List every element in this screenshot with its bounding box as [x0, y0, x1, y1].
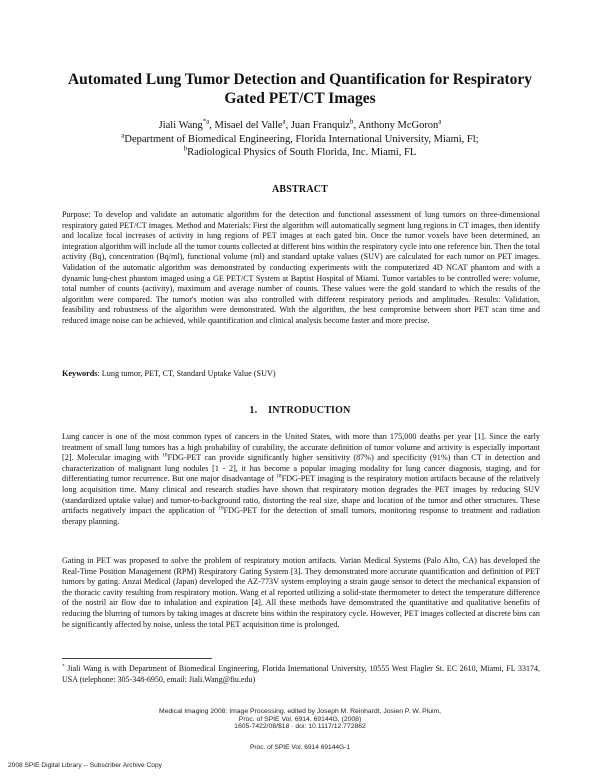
paragraph-text: FDG-PET imaging is the respiratory motion artifacts because of the relatively long acquisition time. Many clinical and research studies have shown that respiratory motion degrades the PET images by reducing SUV (standardized uptake value) and tumor-to-background ratio, distorting the real size, shape and location of the tumor and other structures. These artifacts negatively impact the application of — [62, 474, 540, 516]
paper-title-line1: Automated Lung Tumor Detection and Quantification for Respiratory — [67, 71, 532, 88]
paragraph-text: Lung cancer is one of the most common types of cancers in the United States, with more than 175,000 deaths per year [1]. Since the early treatment of small lung tumors has a high probability of curability, the accurate definition of tumor volume and activity is especially important [2]. Molecular imaging with — [62, 432, 540, 463]
author-list — [0, 120, 600, 132]
paragraph-text: FDG-PET for the detection of small tumors, monitoring response to treatment and radiation therapy planning. — [62, 506, 540, 526]
publication-info — [0, 708, 600, 731]
abstract-body: Purpose: To develop and validate an automatic algorithm for the detection and functional assessment of lung tumors on three-dimensional respiratory gated PET/CT images. Method and Materials: First the algorithm will automatically segment lung regions in CT images, then identify and localize focal increases of activity in lung regions of PET images at each gated bin. Once the tumor voxels have been determined, an integration algorithm will include all the tumor counts collected at different bins within the respiratory cycle into one reference bin. Then the total activity (Bq), concentration (Bq/ml), functional volume (ml) and standard uptake values (SUV) are calculated for each tumor on PET images. Validation of the automatic algorithm was demonstrated by conducting experiments with the computerized 4D NCAT phantom and with a dynamic lung-chest phantom imaged using a GE PET/CT System at Baptist Hospital of Miami. Tumor variables to be controlled were: volume, total number of counts (activity), maximum and average number of counts. These values were the gold standard to which the results of the algorithm were compared. The tumor's motion was also controlled with different respiratory periods and amplitudes. Results: Validation, feasibility and robustness of the algorithm were demonstrated. With the algorithm, the best compromise between short PET scan time and reduced image noise can be achieved, while quantification and clinical analysis become faster and more precise. — [62, 210, 540, 325]
affiliation-text: Radiological Physics of South Florida, Inc. Miami, FL — [187, 147, 417, 158]
footnote-mark: * — [62, 663, 65, 670]
publication-line: Proc. of SPIE Vol. 6914, 69144G, (2008) — [238, 715, 362, 723]
author-affiliation-mark: *a — [202, 118, 210, 126]
isotope-superscript: 18 — [276, 473, 282, 480]
affiliation-mark: b — [183, 145, 188, 153]
page-number: Proc. of SPIE Vol. 6914 69144G-1 — [249, 744, 351, 751]
introduction-paragraph-1 — [62, 432, 540, 527]
author-name: , Juan Franquiz — [285, 120, 351, 131]
introduction-paragraph-2: Gating in PET was proposed to solve the problem of respiratory motion artifacts. Varian Medical Systems (Palo Alto, CA) has developed the Real-Time Position Management (RPM) Respiratory Gating System [3]. They demonstrated more accurate quantification and definition of PET tumors by gating. Anzai Medical (Japan) developed the AZ-773V system employing a strain gauge sensor to detect the mechanical expansion of the thoracic cavity resulting from respiratory motion. Wang et al reported utilizing a solid-state thermometer to detect the temperature difference of the nostril air flow due to inhalation and expiration [4]. All these methods have demonstrated the quantitative and qualitative benefits of reducing the blurring of tumors by taking images at discrete bins within the respiratory cycle. However, PET images collected at discrete bins can be significantly affected by noise, unless the total PET acquisition time is prolonged. — [62, 556, 540, 629]
introduction-heading — [0, 405, 600, 416]
affiliation-a — [0, 134, 600, 146]
isotope-superscript: 18 — [218, 505, 224, 512]
keywords-label: Keywords — [62, 369, 98, 378]
section-number: 1. — [249, 405, 258, 416]
abstract-heading: ABSTRACT — [271, 184, 329, 195]
publication-line: 1605-7422/08/$18 · doi: 10.1117/12.772862 — [234, 723, 366, 731]
affiliation-b — [0, 147, 600, 159]
author-affiliation-mark: b — [350, 118, 354, 126]
author-name: , Anthony McGoron — [353, 120, 439, 131]
author-affiliation-mark: a — [282, 118, 286, 126]
footnote-rule — [62, 658, 212, 659]
keywords — [62, 369, 540, 380]
author-name: Jiali Wang — [158, 120, 203, 131]
paper-title-line2: Gated PET/CT Images — [224, 90, 376, 107]
paragraph-text: FDG-PET can provide significantly higher sensitivity (87%) and specificity (91%) than CT in detection and characterization of malignant lung nodules [1 - 2], it has become a popular imaging modality for lung cancer diagnosis, staging, and for differentiating tumor recurrence. But one major disadvantage of — [62, 453, 540, 484]
paper-title — [0, 70, 600, 108]
author-affiliation-mark: a — [438, 118, 442, 126]
author-footnote — [62, 664, 540, 685]
author-name: , Misael del Valle — [209, 120, 283, 131]
isotope-superscript: 18 — [162, 452, 168, 459]
keywords-text: : Lung tumor, PET, CT, Standard Uptake Value (SUV) — [97, 369, 276, 378]
footnote-text: Jiali Wang is with Department of Biomedical Engineering, Florida International University, 10555 West Flagler St. EC 2610, Miami, FL 33174, USA (telephone: 305-348-6950, email: Jiali.Wang@fiu.edu) — [62, 664, 540, 684]
library-notice: 2008 SPIE Digital Library -- Subscriber Archive Copy — [8, 762, 162, 769]
affiliation-text: Department of Biomedical Engineering, Florida International University, Miami, Fl; — [124, 134, 479, 145]
section-title: INTRODUCTION — [268, 405, 351, 416]
publication-line: Medical Imaging 2008: Image Processing, edited by Joseph M. Reinhardt, Josien P. W. Pluim, — [158, 708, 442, 715]
affiliation-mark: a — [121, 132, 125, 140]
